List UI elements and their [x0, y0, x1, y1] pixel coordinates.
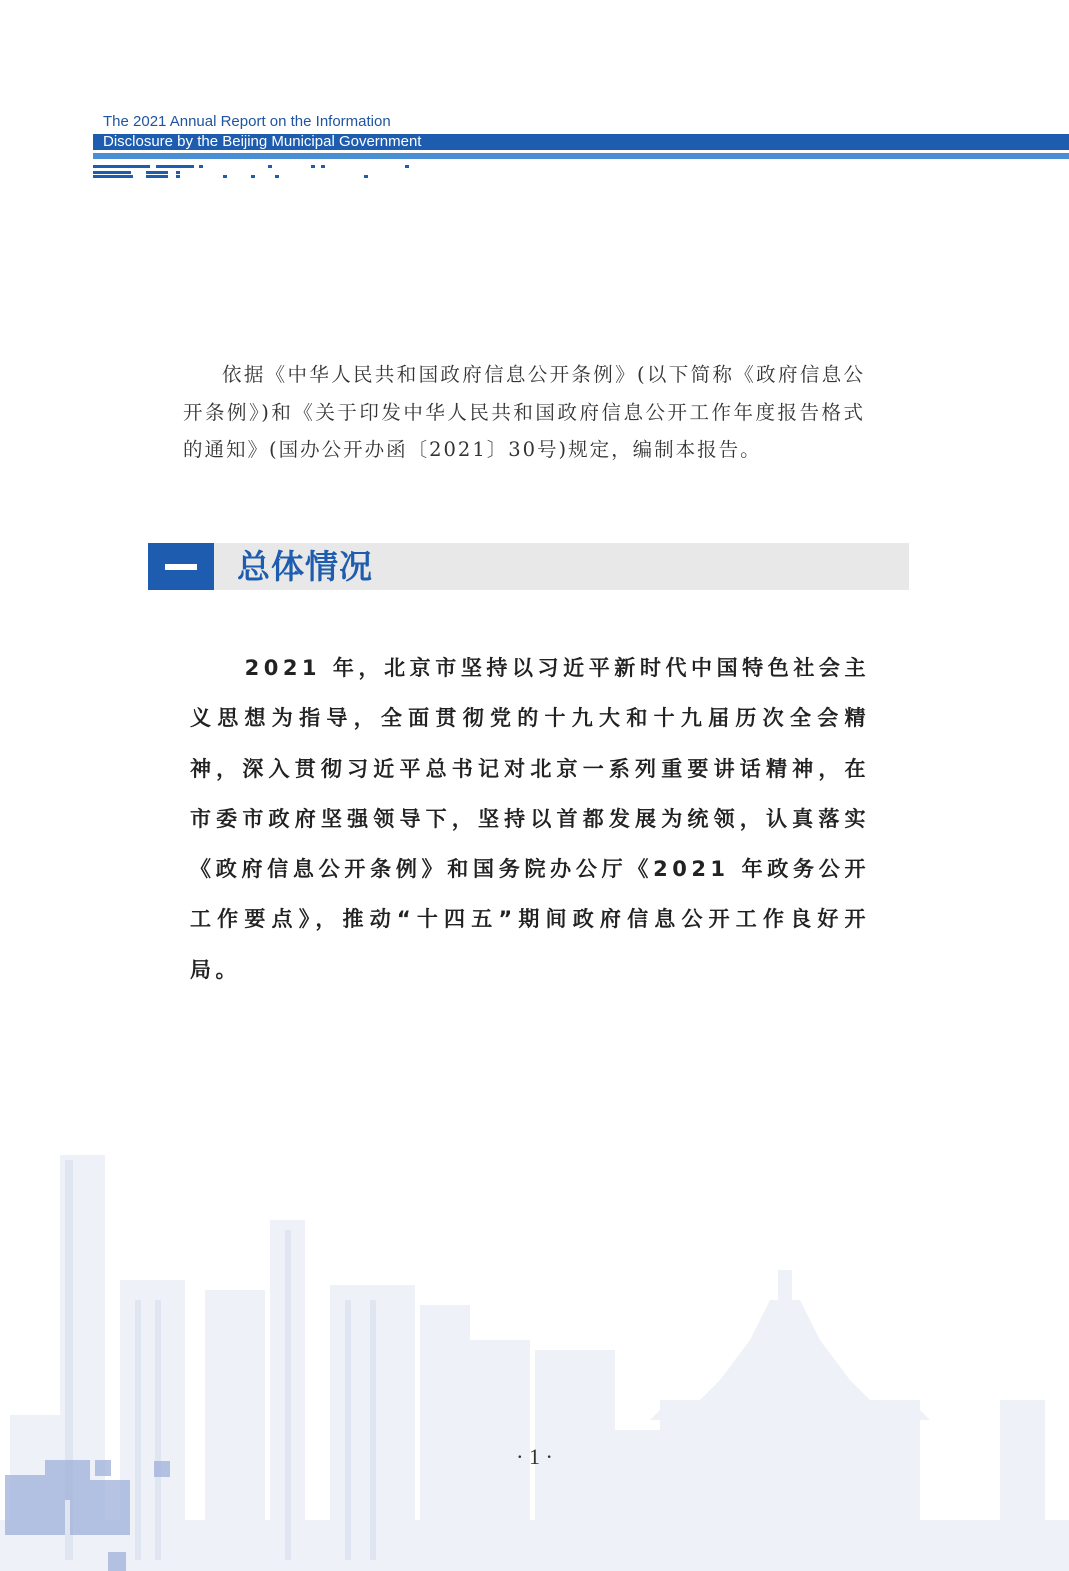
page-number: · 1 · [516, 1444, 553, 1469]
report-title-line2: Disclosure by the Beijing Municipal Government [103, 133, 422, 150]
section-number-block [148, 543, 214, 590]
city-skyline-illustration [0, 1140, 1069, 1571]
report-title-line1: The 2021 Annual Report on the Information [103, 113, 391, 130]
section-number-one [165, 564, 197, 570]
intro-paragraph: 依据《中华人民共和国政府信息公开条例》(以下简称《政府信息公开条例》)和《关于印发中华人民共和国政府信息公开工作年度报告格式的通知》(国办公开办函〔2021〕30号)规定，编制本报告。 [183, 363, 865, 461]
body-paragraph: 2021 年，北京市坚持以习近平新时代中国特色社会主义思想为指导，全面贯彻党的十九大和十九届历次全会精神，深入贯彻习近平总书记对北京一系列重要讲话精神，在市委市政府坚强领导下，坚持以首都发展为统领，认真落实《政府信息公开条例》和国务院办公厅《2021 年政务公开工作要点》，推动“十四五”期间政府信息公开工作良好开局。 [190, 656, 870, 982]
header-dot-pattern [0, 0, 420, 180]
section-title: 总体情况 [237, 547, 373, 586]
